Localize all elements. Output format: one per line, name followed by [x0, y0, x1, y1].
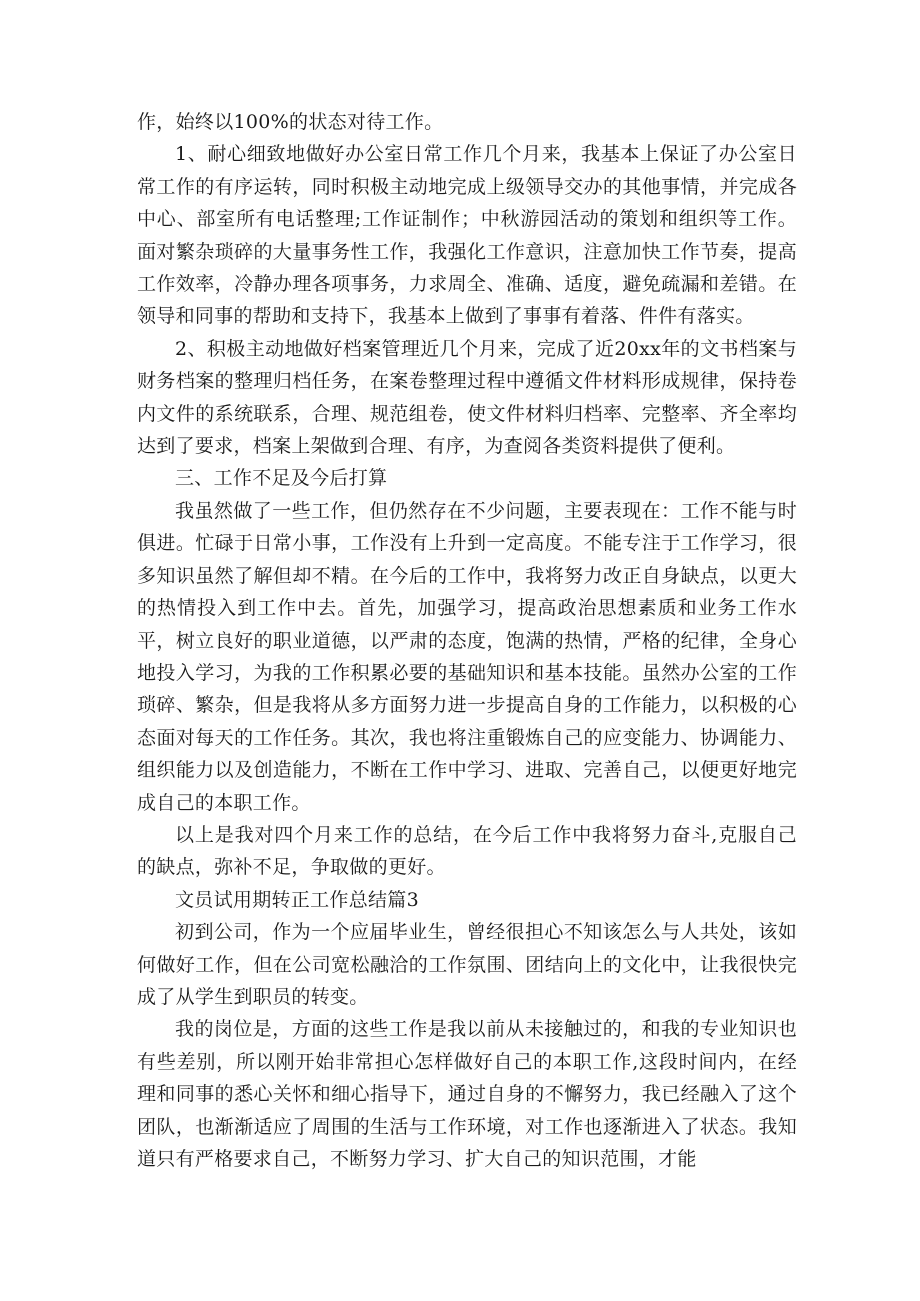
section-heading-shortcomings: 三、工作不足及今后打算	[175, 467, 388, 490]
paragraph-problems-and-plans: 我虽然做了一些工作，但仍然存在不少问题，主要表现在：工作不能与时俱进。忙碌于日常小事，工作没有上升到一定高度。不能专注于工作学习，很多知识虽然了解但却不精。在今后的工作中，我将努力改正自身缺点，以更大的热情投入到工作中去。首先，加强学习，提高政治思想素质和业务工作水平，树立良好的职业道德，以严肃的态度，饱满的热情，严格的纪律，全身心地投入学习，为我的工作积累必要的基础知识和基本技能。虽然办公室的工作琐碎、繁杂，但是我将从多方面努力进一步提高自身的工作能力，以积极的心态面对每天的工作任务。其次，我也将注重锻炼自己的应变能力、协调能力、组织能力以及创造能力，不断在工作中学习、进取、完善自己，以便更好地完成自己的本职工作。	[137, 499, 797, 814]
paragraph-conclusion: 以上是我对四个月来工作的总结，在今后工作中我将努力奋斗,克服自己的缺点，弥补不足，争取做的更好。	[137, 823, 797, 879]
document-body	[137, 106, 797, 1175]
paragraph-continuation: 作，始终以100%的状态对待工作。	[137, 111, 444, 133]
paragraph-position: 我的岗位是，方面的这些工作是我以前从未接触过的，和我的专业知识也有些差别，所以刚开始非常担心怎样做好自己的本职工作,这段时间内，在经理和同事的悉心关怀和细心指导下，通过自身的不懈努力，我已经融入了这个团队，也渐渐适应了周围的生活与工作环境，对工作也逐渐进入了状态。我知道只有严格要求自己，不断努力学习、扩大自己的知识范围，才能	[137, 1018, 797, 1170]
paragraph-first-arrival: 初到公司，作为一个应届毕业生，曾经很担心不知该怎么与人共处，该如何做好工作，但在公司宽松融洽的工作氛围、团结向上的文化中，让我很快完成了从学生到职员的转变。	[137, 921, 797, 1008]
paragraph-office-routine: 1、耐心细致地做好办公室日常工作几个月来，我基本上保证了办公室日常工作的有序运转，同时积极主动地完成上级领导交办的其他事情，并完成各中心、部室所有电话整理;工作证制作；中秋游园活动的策划和组织等工作。面对繁杂琐碎的大量事务性工作，我强化工作意识，注意加快工作节奏，提高工作效率，冷静办理各项事务，力求周全、准确、适度，避免疏漏和差错。在领导和同事的帮助和支持下，我基本上做到了事事有着落、件件有落实。	[137, 143, 797, 328]
article-title-part-3: 文员试用期转正工作总结篇3	[175, 888, 419, 911]
paragraph-archive-management: 2、积极主动地做好档案管理近几个月来，完成了近20xx年的文书档案与财务档案的整理归档任务，在案卷整理过程中遵循文件材料形成规律，保持卷内文件的系统联系，合理、规范组卷，使文件材料归档率、完整率、齐全率均达到了要求，档案上架做到合理、有序，为查阅各类资料提供了便利。	[137, 337, 797, 458]
